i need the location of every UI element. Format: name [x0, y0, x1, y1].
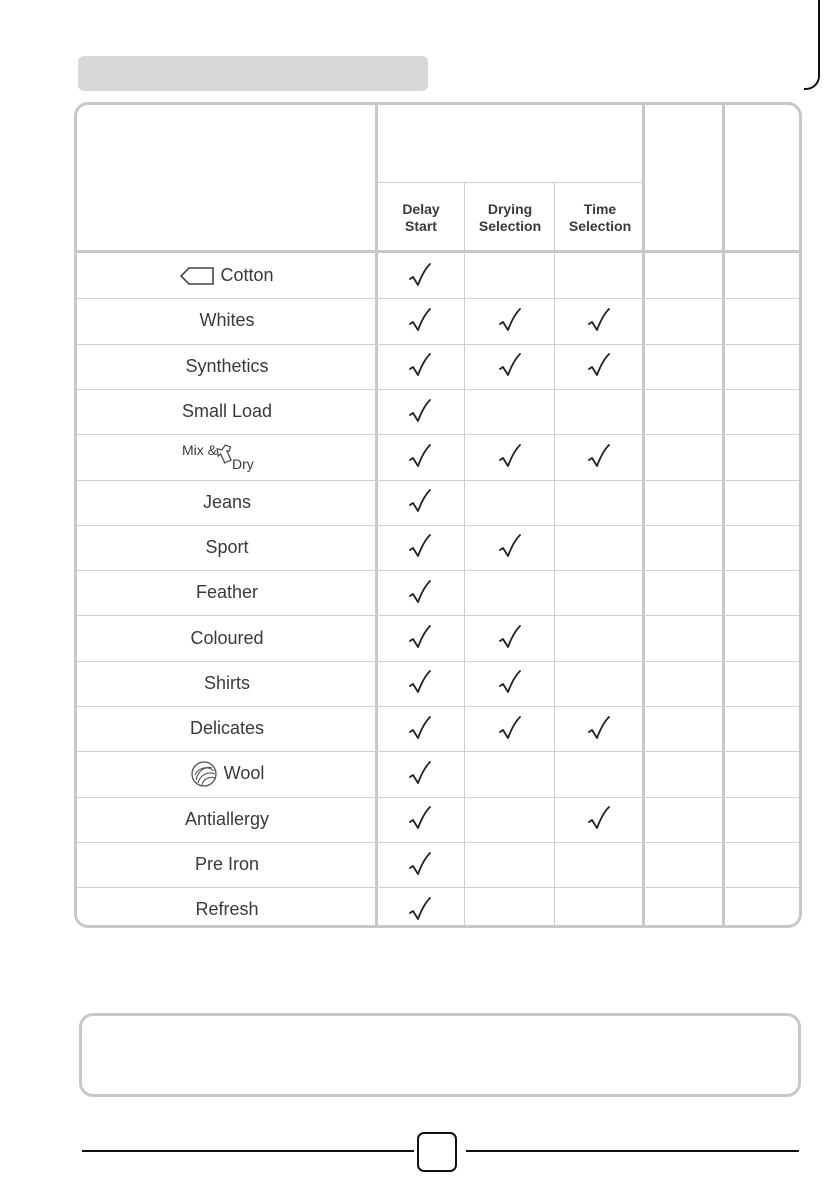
program-name: Synthetics — [185, 355, 269, 376]
check-mark-icon — [499, 444, 521, 470]
program-name: Wool — [223, 763, 265, 784]
column-divider — [464, 182, 465, 925]
check-mark-icon — [409, 308, 431, 334]
program-name: Coloured — [190, 627, 264, 648]
page-number-box — [417, 1132, 457, 1172]
check-mark-icon — [409, 444, 431, 470]
program-label — [77, 615, 377, 660]
check-mark-icon — [499, 670, 521, 696]
check-mark-icon — [409, 353, 431, 379]
check-mark-icon — [409, 489, 431, 515]
program-label — [77, 797, 377, 842]
program-label — [77, 298, 377, 343]
check-mark-icon — [499, 625, 521, 651]
check-mark-icon — [409, 580, 431, 606]
check-mark-icon — [588, 444, 610, 470]
program-name: Pre Iron — [194, 854, 260, 875]
wool-ball-icon — [190, 760, 218, 788]
check-mark-icon — [409, 761, 431, 787]
program-name: Refresh — [195, 899, 259, 920]
program-name: Antiallergy — [184, 808, 270, 829]
check-mark-icon — [409, 625, 431, 651]
program-name: Jeans — [202, 491, 252, 512]
header-line: Selection — [568, 218, 632, 234]
tag-icon — [180, 267, 214, 285]
check-mark-icon — [409, 263, 431, 289]
corner-crop-line — [804, 0, 820, 90]
check-mark-icon — [409, 399, 431, 425]
check-mark-icon — [588, 308, 610, 334]
column-header-drying-selection — [465, 201, 555, 241]
program-label — [77, 842, 377, 887]
column-header-time-selection — [555, 201, 645, 241]
program-label — [77, 570, 377, 615]
check-mark-icon — [588, 716, 610, 742]
program-label — [77, 525, 377, 570]
check-mark-icon — [588, 353, 610, 379]
check-mark-icon — [409, 716, 431, 742]
program-name: Delicates — [189, 718, 265, 739]
program-label — [77, 389, 377, 434]
program-label — [77, 344, 377, 389]
header-line: Drying — [487, 201, 533, 217]
program-name: Cotton — [220, 265, 274, 286]
column-divider — [554, 182, 555, 925]
section-title-bar — [78, 56, 428, 91]
program-name: Mix & — [182, 441, 217, 458]
program-label — [77, 751, 377, 796]
program-options-table — [74, 102, 802, 928]
check-mark-icon — [499, 534, 521, 560]
header-line: Time — [583, 201, 617, 217]
program-label — [77, 480, 377, 525]
check-mark-icon — [409, 534, 431, 560]
check-mark-icon — [409, 897, 431, 923]
program-name: Small Load — [181, 401, 273, 422]
program-label — [77, 253, 377, 298]
check-mark-icon — [499, 353, 521, 379]
header-line: Delay — [402, 201, 440, 217]
program-label — [77, 661, 377, 706]
program-name: Whites — [199, 310, 255, 331]
footer-rule — [466, 1150, 799, 1152]
column-divider — [722, 105, 725, 925]
check-mark-icon — [409, 670, 431, 696]
check-mark-icon — [499, 716, 521, 742]
program-name: Shirts — [203, 672, 250, 693]
header-line: Selection — [478, 218, 542, 234]
header-sub-divider — [377, 182, 644, 183]
program-name: Dry — [232, 455, 254, 472]
program-name: Feather — [195, 582, 259, 603]
header-line: Start — [405, 218, 437, 234]
check-mark-icon — [588, 806, 610, 832]
footer-rule — [82, 1150, 414, 1152]
note-box — [79, 1013, 801, 1097]
mix-dry-label — [182, 442, 272, 472]
check-mark-icon — [409, 852, 431, 878]
program-label — [77, 706, 377, 751]
check-mark-icon — [499, 308, 521, 334]
program-label — [77, 434, 377, 479]
program-label — [77, 887, 377, 928]
column-header-delay-start — [377, 201, 465, 241]
check-mark-icon — [409, 806, 431, 832]
program-name: Sport — [205, 536, 249, 557]
